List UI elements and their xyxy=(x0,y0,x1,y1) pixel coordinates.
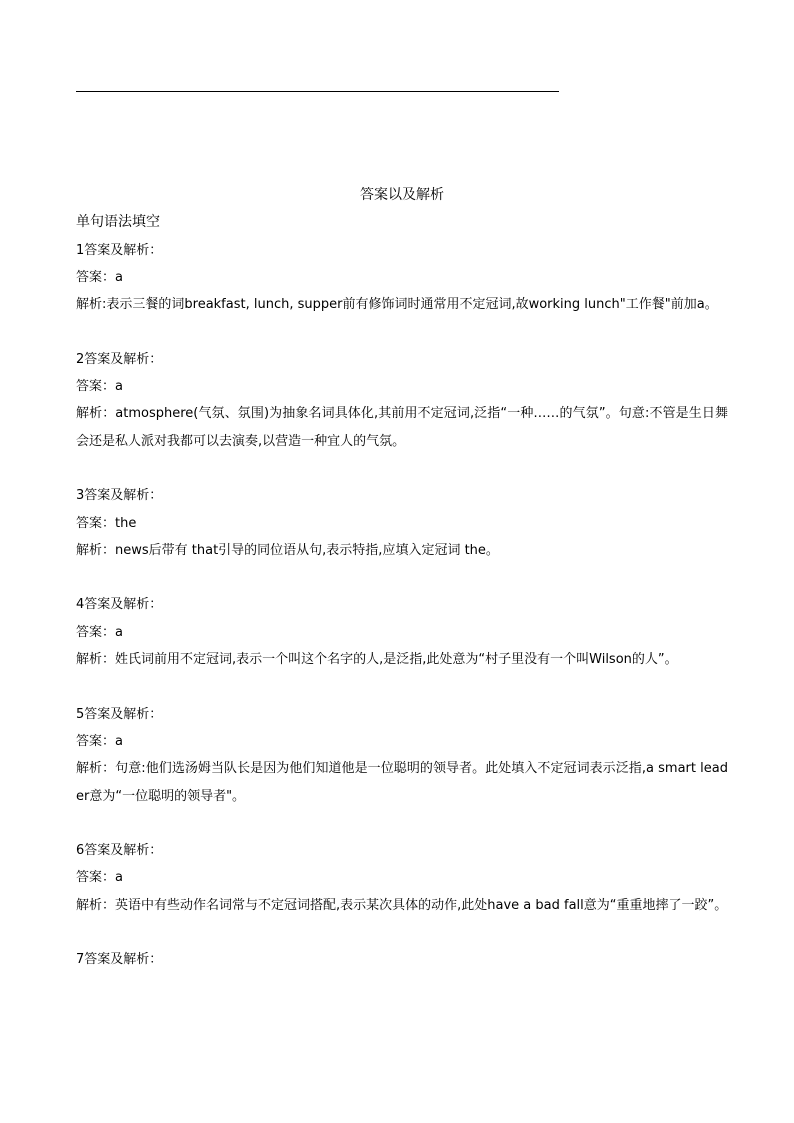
answer-item-5 xyxy=(76,701,728,810)
item-analysis: 解析：news后带有 that引导的同位语从句,表示特指,应填入定冠词 the。 xyxy=(76,542,499,558)
item-analysis: 解析：姓氏词前用不定冠词,表示一个叫这个名字的人,是泛指,此处意为“村子里没有一个叫Wilson的人”。 xyxy=(76,652,678,668)
item-answer: 答案：a xyxy=(76,269,123,285)
item-heading: 4答案及解析： xyxy=(76,597,163,613)
answer-item-2 xyxy=(76,346,728,455)
item-answer: 答案：a xyxy=(76,733,123,749)
item-analysis: 解析：英语中有些动作名词常与不定冠词搭配,表示某次具体的动作,此处have a bad fall意为“重重地摔了一跤”。 xyxy=(76,897,728,913)
item-heading: 3答案及解析： xyxy=(76,488,163,504)
section-title: 单句语法填空 xyxy=(76,214,160,231)
item-analysis: 解析:表示三餐的词breakfast, lunch, supper前有修饰词时通常用不定冠词,故working lunch"工作餐"前加a。 xyxy=(76,297,718,313)
item-answer: 答案：the xyxy=(76,515,137,531)
header-rule xyxy=(76,91,559,92)
page-title: 答案以及解析 xyxy=(360,187,444,203)
document-content xyxy=(76,182,728,1001)
item-heading: 5答案及解析： xyxy=(76,706,163,722)
answer-item-1 xyxy=(76,237,728,319)
item-analysis: 解析：atmosphere(气氛、氛围)为抽象名词具体化,其前用不定冠词,泛指“一种……的气氛”。句意:不管是生日舞会还是私人派对我都可以去演奏,以营造一种宜人的气氛。 xyxy=(76,406,728,449)
item-heading: 2答案及解析： xyxy=(76,351,163,367)
item-answer: 答案：a xyxy=(76,624,123,640)
answer-item-6 xyxy=(76,837,728,919)
answer-item-3 xyxy=(76,482,728,564)
item-answer: 答案：a xyxy=(76,379,123,395)
answer-item-7 xyxy=(76,946,728,973)
item-heading: 6答案及解析： xyxy=(76,843,163,859)
item-analysis: 解析：句意:他们选汤姆当队长是因为他们知道他是一位聪明的领导者。此处填入不定冠词表示泛指,a smart leader意为“一位聪明的领导者"。 xyxy=(76,761,728,804)
item-heading: 7答案及解析： xyxy=(76,952,163,968)
answer-item-4 xyxy=(76,591,728,673)
item-answer: 答案：a xyxy=(76,870,123,886)
item-heading: 1答案及解析： xyxy=(76,242,163,258)
